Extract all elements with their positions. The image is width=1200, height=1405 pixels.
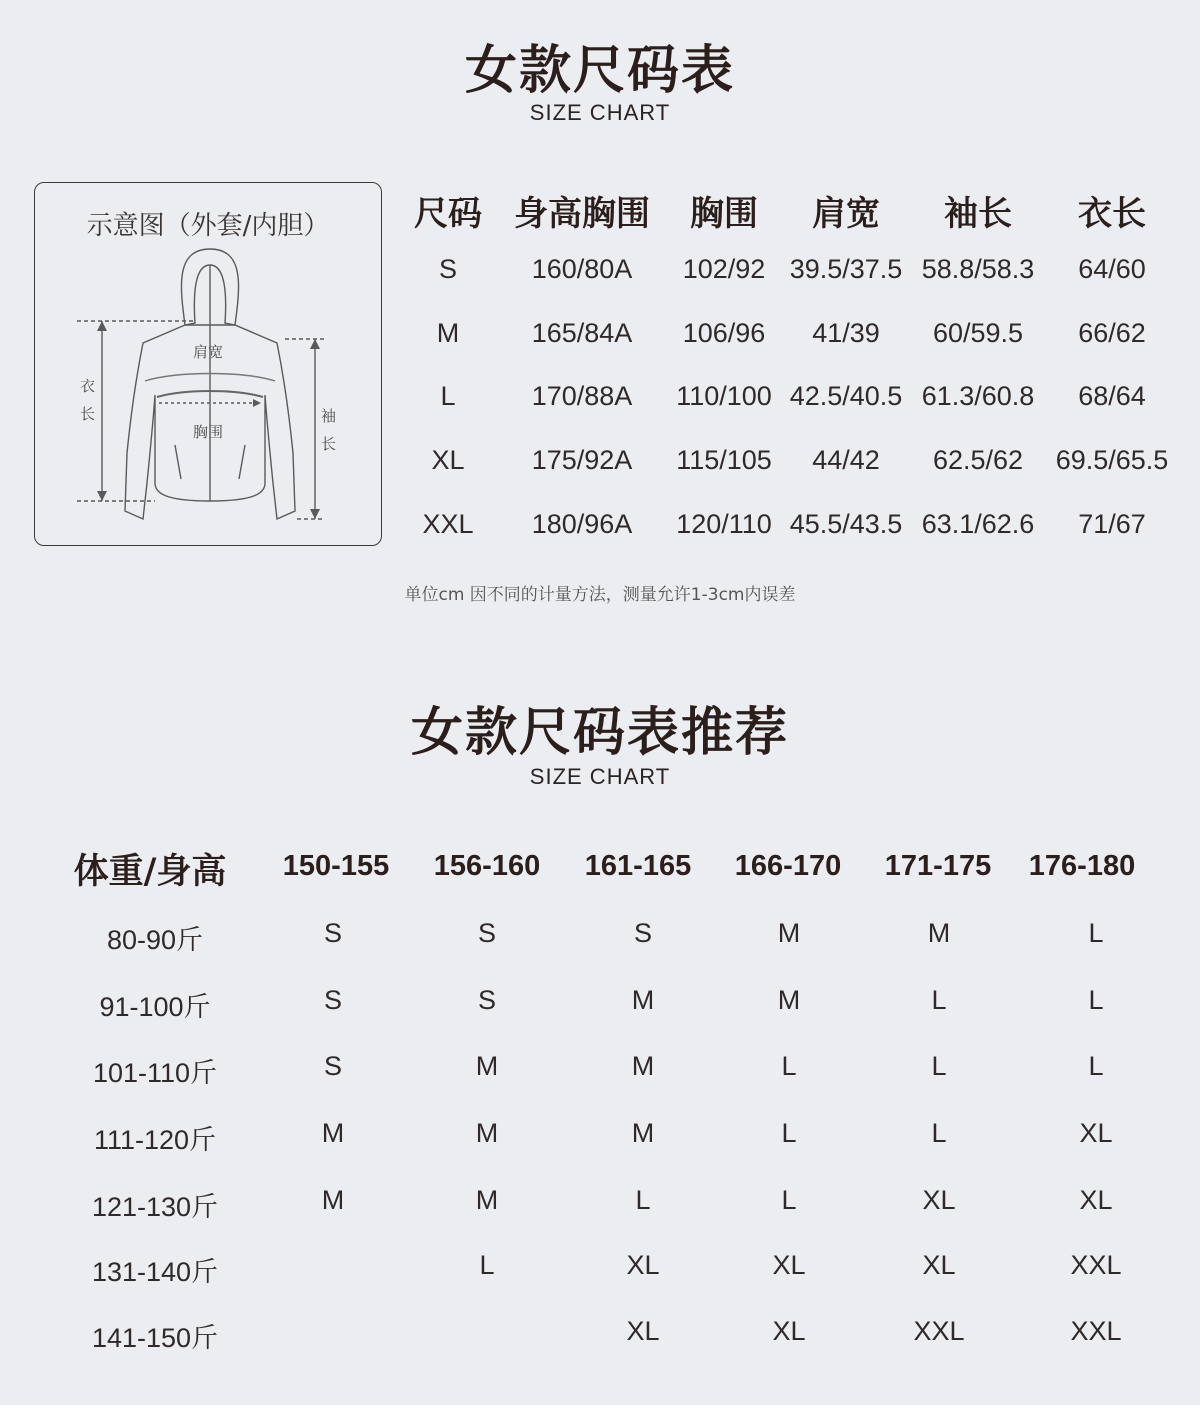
- size-table-header: 身高胸围: [514, 194, 650, 234]
- recommended-size-cell: XL: [626, 1250, 660, 1280]
- weight-range-label: 121-130斤: [91, 1192, 219, 1222]
- measurement-note: 单位cm 因不同的计量方法，测量允许1-3cm内误差: [404, 585, 796, 605]
- size-table-cell: 44/42: [812, 445, 880, 475]
- size-table-cell: 60/59.5: [932, 318, 1024, 348]
- recommended-size-cell: L: [781, 1185, 797, 1215]
- weight-range-label: 131-140斤: [91, 1257, 219, 1287]
- size-table-cell: 115/105: [676, 445, 772, 475]
- recommended-size-cell: XL: [772, 1250, 806, 1280]
- size-table-header: 肩宽: [812, 194, 880, 234]
- recommended-size-cell: XL: [626, 1316, 660, 1346]
- chest-label: 胸围: [193, 423, 224, 441]
- recommended-size-cell: L: [635, 1185, 651, 1215]
- size-table-cell: 63.1/62.6: [921, 509, 1035, 539]
- recommended-size-cell: M: [777, 985, 801, 1015]
- size-table-cell: S: [438, 254, 458, 284]
- size-table-cell: 180/96A: [531, 509, 633, 539]
- recommended-size-cell: S: [323, 918, 343, 948]
- recommended-size-cell: XL: [1079, 1118, 1113, 1148]
- weight-range-label: 101-110斤: [92, 1058, 218, 1088]
- recommended-size-cell: M: [475, 1185, 499, 1215]
- recommended-size-cell: L: [931, 1118, 947, 1148]
- recommend-table-header: 体重/身高: [73, 852, 227, 892]
- recommend-title: 女款尺码表推荐: [410, 703, 789, 763]
- size-table-cell: 68/64: [1078, 381, 1146, 411]
- recommended-size-cell: XXL: [1070, 1250, 1122, 1280]
- recommended-size-cell: M: [475, 1118, 499, 1148]
- shoulder-label: 肩宽: [193, 343, 224, 361]
- size-table-cell: 62.5/62: [932, 445, 1024, 475]
- size-table-cell: 64/60: [1078, 254, 1146, 284]
- recommend-table-header: 156-160: [433, 850, 541, 882]
- recommended-size-cell: S: [633, 918, 653, 948]
- weight-range-label: 80-90斤: [106, 925, 204, 955]
- recommended-size-cell: XXL: [1070, 1316, 1122, 1346]
- recommend-table-header: 171-175: [884, 850, 992, 882]
- weight-range-label: 111-120斤: [93, 1125, 217, 1155]
- jacket-icon: [35, 183, 383, 547]
- size-table-cell: XL: [431, 445, 465, 475]
- size-table-cell: 160/80A: [531, 254, 633, 284]
- weight-range-label: 91-100斤: [99, 992, 211, 1022]
- recommended-size-cell: S: [323, 1051, 343, 1081]
- recommended-size-cell: L: [931, 985, 947, 1015]
- size-table-cell: 175/92A: [531, 445, 633, 475]
- recommended-size-cell: M: [321, 1118, 345, 1148]
- recommended-size-cell: M: [631, 1118, 655, 1148]
- size-table-cell: 45.5/43.5: [789, 509, 903, 539]
- size-table-cell: 110/100: [676, 381, 772, 411]
- jacket-diagram: [34, 182, 382, 546]
- recommend-table-header: 161-165: [584, 850, 692, 882]
- length-label-1: 衣: [80, 377, 96, 395]
- sleeve-label-1: 袖: [321, 407, 337, 425]
- recommended-size-cell: M: [927, 918, 951, 948]
- length-label-2: 长: [80, 405, 96, 423]
- recommend-table-header: 166-170: [734, 850, 842, 882]
- recommended-size-cell: M: [321, 1185, 345, 1215]
- recommended-size-cell: L: [1088, 1051, 1104, 1081]
- recommended-size-cell: L: [1088, 918, 1104, 948]
- recommended-size-cell: XL: [772, 1316, 806, 1346]
- size-table-cell: 61.3/60.8: [921, 381, 1035, 411]
- size-chart-title: 女款尺码表: [464, 41, 735, 101]
- recommended-size-cell: L: [781, 1051, 797, 1081]
- size-table-cell: 120/110: [676, 509, 772, 539]
- size-table-cell: M: [436, 318, 460, 348]
- size-table-header: 衣长: [1078, 194, 1146, 234]
- recommended-size-cell: S: [477, 985, 497, 1015]
- recommended-size-cell: XL: [922, 1250, 956, 1280]
- diagram-caption: 示意图（外套/内胆）: [86, 211, 330, 241]
- size-table-cell: 41/39: [812, 318, 880, 348]
- recommended-size-cell: M: [631, 1051, 655, 1081]
- recommend-table-header: 150-155: [282, 850, 390, 882]
- size-table-cell: 58.8/58.3: [921, 254, 1035, 284]
- recommended-size-cell: L: [1088, 985, 1104, 1015]
- size-table-cell: 42.5/40.5: [789, 381, 903, 411]
- size-table-cell: XXL: [422, 509, 474, 539]
- size-table-cell: 102/92: [682, 254, 766, 284]
- size-table-header: 胸围: [690, 194, 758, 234]
- recommended-size-cell: S: [323, 985, 343, 1015]
- recommend-table-header: 176-180: [1028, 850, 1136, 882]
- recommended-size-cell: XL: [1079, 1185, 1113, 1215]
- size-table-cell: 39.5/37.5: [789, 254, 903, 284]
- size-table-cell: 69.5/65.5: [1055, 445, 1169, 475]
- size-table-cell: 66/62: [1078, 318, 1146, 348]
- weight-range-label: 141-150斤: [91, 1323, 219, 1353]
- size-table-cell: 165/84A: [531, 318, 633, 348]
- recommended-size-cell: M: [631, 985, 655, 1015]
- recommended-size-cell: M: [475, 1051, 499, 1081]
- size-table-cell: 170/88A: [531, 381, 633, 411]
- size-chart-subtitle: SIZE CHART: [529, 100, 671, 125]
- recommended-size-cell: XL: [922, 1185, 956, 1215]
- recommended-size-cell: M: [777, 918, 801, 948]
- size-table-cell: 71/67: [1078, 509, 1146, 539]
- recommended-size-cell: S: [477, 918, 497, 948]
- recommended-size-cell: L: [931, 1051, 947, 1081]
- recommend-subtitle: SIZE CHART: [529, 764, 671, 789]
- size-table-header: 尺码: [414, 194, 482, 234]
- size-table-cell: L: [440, 381, 456, 411]
- size-table-header: 袖长: [944, 194, 1012, 234]
- recommended-size-cell: L: [479, 1250, 495, 1280]
- size-table-cell: 106/96: [682, 318, 766, 348]
- sleeve-label-2: 长: [321, 435, 337, 453]
- recommended-size-cell: L: [781, 1118, 797, 1148]
- recommended-size-cell: XXL: [913, 1316, 965, 1346]
